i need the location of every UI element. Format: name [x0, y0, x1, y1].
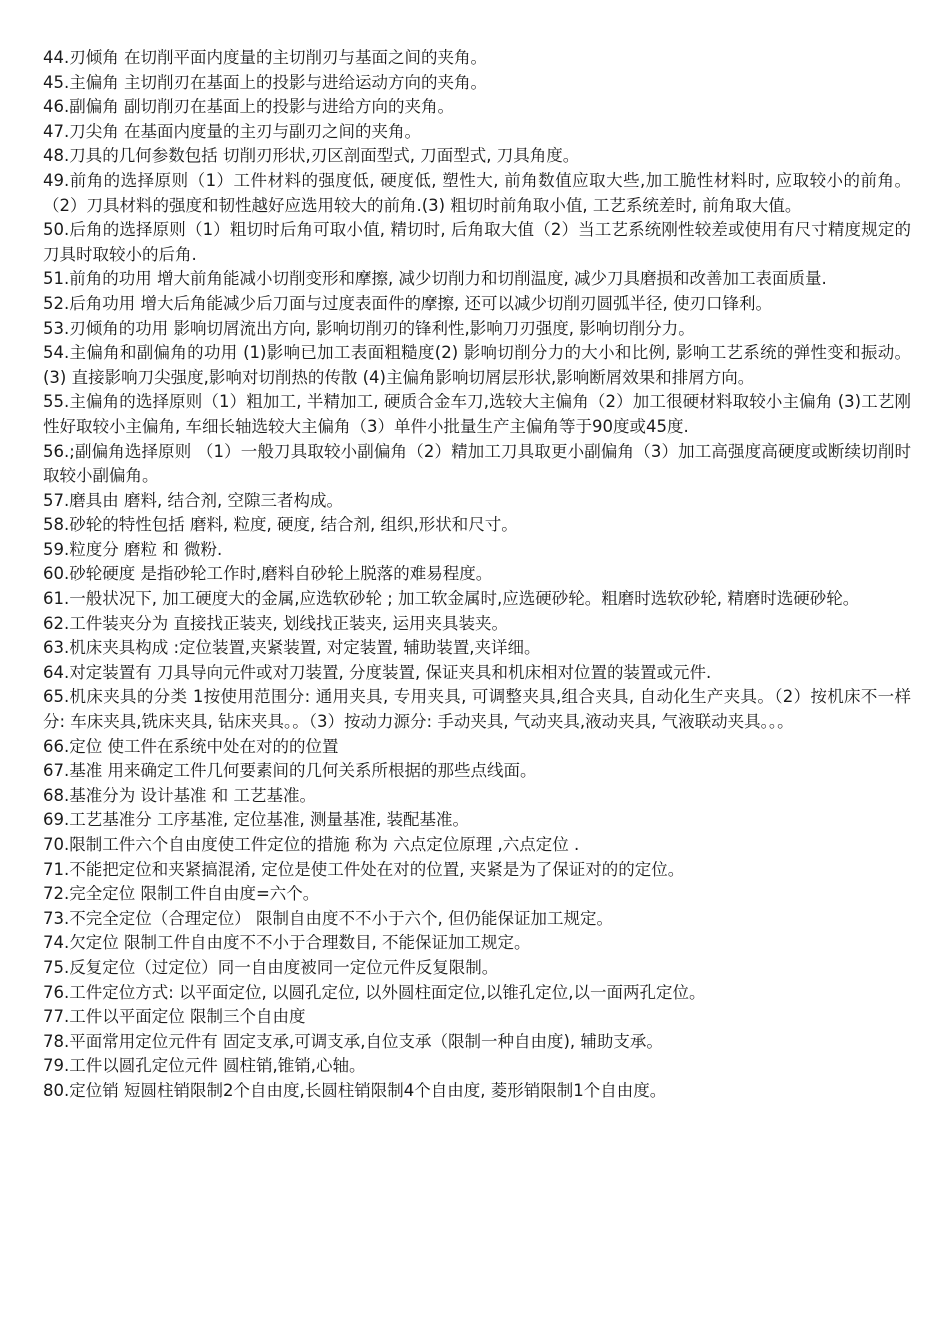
item-76: 76.工件定位方式: 以平面定位, 以圆孔定位, 以外圆柱面定位,以锥孔定位,以一面两孔定位。 [43, 982, 706, 1002]
item-54: 54.主偏角和副偏角的功用 (1)影响已加工表面粗糙度(2) 影响切削分力的大小和比例, 影响工艺系统的弹性变和振动。(3) 直接影响刀尖强度,影响对切削热的传散 (4)主偏角影响切屑层形状,影响断屑效果和排屑方向。 [43, 343, 911, 387]
item-80: 80.定位销 短圆柱销限制2个自由度,长圆柱销限制4个自由度, 菱形销限制1个自由度。 [43, 1080, 667, 1100]
item-58: 58.砂轮的特性包括 磨料, 粒度, 硬度, 结合剂, 组织,形状和尺寸。 [43, 515, 518, 535]
item-59: 59.粒度分 磨粒 和 微粉. [43, 539, 223, 559]
item-65: 65.机床夹具的分类 1按使用范围分: 通用夹具, 专用夹具, 可调整夹具,组合夹具, 自动化生产夹具。（2）按机床不一样分: 车床夹具,铣床夹具, 钻床夹具。。（3）按动力源分: 手动夹具, 气动夹具,液动夹具, 气液联动夹具。。。 [43, 687, 911, 732]
item-51: 51.前角的功用 增大前角能减小切削变形和摩擦, 减少切削力和切削温度, 减少刀具磨损和改善加工表面质量. [43, 269, 827, 289]
document-page [43, 46, 911, 1104]
item-57: 57.磨具由 磨料, 结合剂, 空隙三者构成。 [43, 490, 343, 510]
item-66: 66.定位 使工件在系统中处在对的的位置 [43, 736, 339, 756]
item-69: 69.工艺基准分 工序基准, 定位基准, 测量基准, 装配基准。 [43, 810, 469, 830]
item-46: 46.副偏角 副切削刃在基面上的投影与进给方向的夹角。 [43, 97, 454, 117]
item-48: 48.刀具的几何参数包括 切削刃形状,刃区剖面型式, 刀面型式, 刀具角度。 [43, 146, 580, 166]
item-64: 64.对定装置有 刀具导向元件或对刀装置, 分度装置, 保证夹具和机床相对位置的装置或元件. [43, 662, 712, 682]
item-53: 53.刃倾角的功用 影响切屑流出方向, 影响切削刃的锋利性,影响刀刃强度, 影响切削分力。 [43, 318, 695, 338]
item-61: 61.一般状况下, 加工硬度大的金属,应选软砂轮 ; 加工软金属时,应选硬砂轮。粗磨时选软砂轮, 精磨时选硬砂轮。 [43, 589, 860, 609]
item-67: 67.基准 用来确定工件几何要素间的几何关系所根据的那些点线面。 [43, 761, 537, 781]
item-72: 72.完全定位 限制工件自由度=六个。 [43, 884, 320, 904]
item-55: 55.主偏角的选择原则（1）粗加工, 半精加工, 硬质合金车刀,选较大主偏角（2）加工很硬材料取较小主偏角 (3)工艺刚性好取较小主偏角, 车细长轴选较大主偏角（3）单件小批量生产主偏角等于90度或45度. [43, 392, 911, 436]
item-60: 60.砂轮硬度 是指砂轮工作时,磨料自砂轮上脱落的难易程度。 [43, 564, 493, 584]
item-70: 70.限制工件六个自由度使工件定位的措施 称为 六点定位原理 ,六点定位 . [43, 835, 580, 854]
item-47: 47.刀尖角 在基面内度量的主刃与副刃之间的夹角。 [43, 121, 421, 141]
item-49: 49.前角的选择原则（1）工件材料的强度低, 硬度低, 塑性大, 前角数值应取大些,加工脆性材料时, 应取较小的前角。（2）刀具材料的强度和韧性越好应选用较大的前角.(3) 粗切时前角取小值, 工艺系统差时, 前角取大值。 [43, 170, 911, 215]
item-50: 50.后角的选择原则（1）粗切时后角可取小值, 精切时, 后角取大值（2）当工艺系统刚性较差或使用有尺寸精度规定的刀具时取较小的后角. [43, 220, 911, 264]
item-68: 68.基准分为 设计基准 和 工艺基准。 [43, 785, 316, 805]
item-45: 45.主偏角 主切削刃在基面上的投影与进给运动方向的夹角。 [43, 72, 487, 92]
item-52: 52.后角功用 增大后角能减少后刀面与过度表面件的摩擦, 还可以减少切削刃圆弧半径, 使刃口锋利。 [43, 293, 772, 313]
item-56: 56.;副偏角选择原则 （1）一般刀具取较小副偏角（2）精加工刀具取更小副偏角（3）加工高强度高硬度或断续切削时取较小副偏角。 [43, 441, 911, 486]
item-78: 78.平面常用定位元件有 固定支承,可调支承,自位支承（限制一种自由度), 辅助支承。 [43, 1031, 663, 1051]
item-75: 75.反复定位（过定位）同一自由度被同一定位元件反复限制。 [43, 957, 499, 977]
item-73: 73.不完全定位（合理定位） 限制自由度不不小于六个, 但仍能保证加工规定。 [43, 908, 613, 928]
item-71: 71.不能把定位和夹紧搞混淆, 定位是使工件处在对的位置, 夹紧是为了保证对的的定位。 [43, 859, 685, 879]
item-44: 44.刃倾角 在切削平面内度量的主切削刃与基面之间的夹角。 [43, 48, 487, 67]
item-62: 62.工件装夹分为 直接找正装夹, 划线找正装夹, 运用夹具装夹。 [43, 613, 508, 633]
item-79: 79.工件以圆孔定位元件 圆柱销,锥销,心轴。 [43, 1056, 366, 1076]
item-63: 63.机床夹具构成 :定位装置,夹紧装置, 对定装置, 辅助装置,夹详细。 [43, 638, 541, 658]
item-77: 77.工件以平面定位 限制三个自由度 [43, 1007, 306, 1027]
item-74: 74.欠定位 限制工件自由度不不小于合理数目, 不能保证加工规定。 [43, 933, 531, 953]
